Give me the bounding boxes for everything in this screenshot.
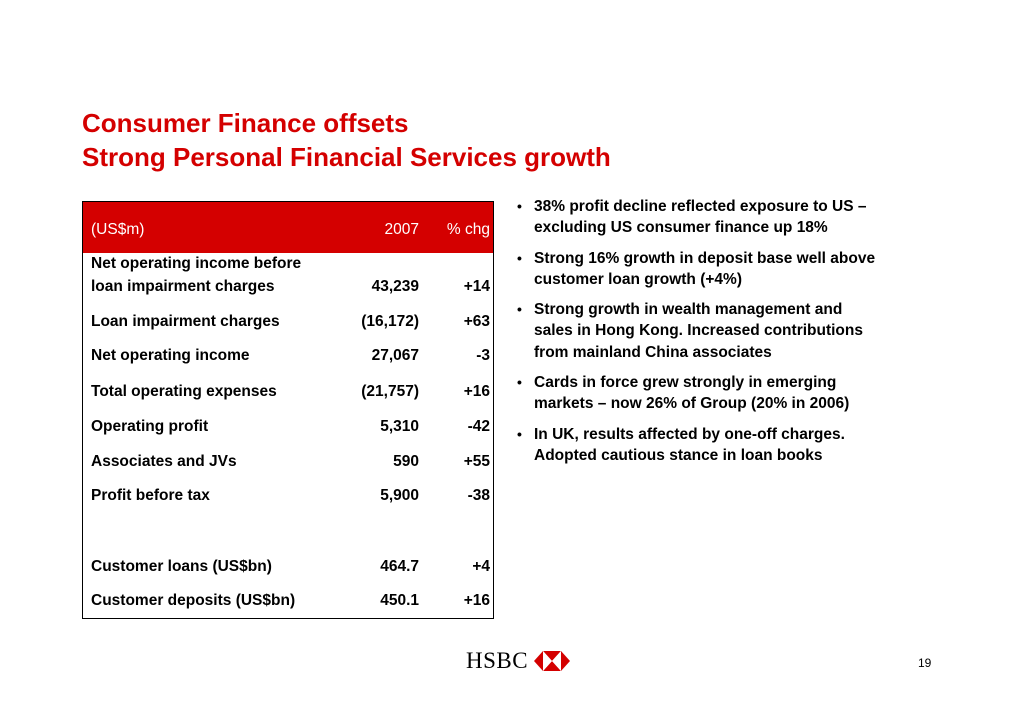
bullet-line: Strong growth in wealth management and xyxy=(534,301,843,319)
bullet-dot-icon: • xyxy=(517,301,522,318)
row-value: 464.7 xyxy=(380,558,419,575)
bullet-list xyxy=(517,196,937,475)
bullet-dot-icon: • xyxy=(517,374,522,391)
bullet-dot-icon: • xyxy=(517,198,522,214)
hsbc-hexagon-icon xyxy=(534,651,570,671)
logo-text: HSBC xyxy=(466,648,529,673)
table-header xyxy=(83,202,493,253)
bullet-line: markets – now 26% of Group (20% in 2006) xyxy=(534,395,850,413)
bullet-item xyxy=(517,299,937,363)
row-label: Associates and JVs xyxy=(91,453,237,470)
row-chg: +55 xyxy=(463,453,490,470)
bullet-line: sales in Hong Kong. Increased contributions xyxy=(534,322,863,340)
row-label: Loan impairment charges xyxy=(91,313,280,330)
row-label: Customer loans (US$bn) xyxy=(91,558,272,575)
slide-title xyxy=(82,106,611,174)
bullet-line: from mainland China associates xyxy=(534,343,772,361)
bullet-line: 38% profit decline reflected exposure to US – xyxy=(534,198,867,215)
row-value: 5,310 xyxy=(380,418,419,435)
row-label: Operating profit xyxy=(91,418,209,435)
row-value: (16,172) xyxy=(361,313,419,330)
row-label: Customer deposits (US$bn) xyxy=(91,592,296,609)
title-line-1: Consumer Finance offsets xyxy=(82,108,409,138)
financial-table xyxy=(82,201,494,619)
row-value: 43,239 xyxy=(371,278,419,295)
row-label: Net operating income before xyxy=(91,255,302,272)
bullet-line: excluding US consumer finance up 18% xyxy=(534,219,828,237)
bullet-line: In UK, results affected by one-off charges. xyxy=(534,425,845,443)
row-chg: -38 xyxy=(467,487,490,504)
page-number: 19 xyxy=(918,656,932,670)
row-chg: +16 xyxy=(463,592,490,609)
row-label: Profit before tax xyxy=(91,487,210,504)
row-chg: -3 xyxy=(476,347,490,364)
bullet-item xyxy=(517,424,937,467)
header-units: (US$m) xyxy=(91,221,145,238)
row-value: 5,900 xyxy=(380,487,419,504)
bullet-item xyxy=(517,196,937,239)
header-year: 2007 xyxy=(384,221,419,238)
row-label: loan impairment charges xyxy=(91,278,275,295)
bullet-line: Adopted cautious stance in loan books xyxy=(534,446,823,464)
title-line-2: Strong Personal Financial Services growth xyxy=(82,142,611,172)
header-chg: % chg xyxy=(446,221,490,238)
row-label: Net operating income xyxy=(91,347,250,364)
bullet-line: Cards in force grew strongly in emerging xyxy=(534,374,837,392)
hsbc-logo xyxy=(466,648,570,674)
row-label: Total operating expenses xyxy=(91,383,277,400)
row-value: 590 xyxy=(393,453,419,470)
row-chg: +16 xyxy=(463,383,490,400)
bullet-item xyxy=(517,372,937,415)
row-chg: +63 xyxy=(463,313,490,330)
row-value: 450.1 xyxy=(380,592,419,609)
row-chg: -42 xyxy=(467,418,490,435)
bullet-dot-icon: • xyxy=(517,425,522,442)
row-value: 27,067 xyxy=(371,347,419,364)
bullet-item xyxy=(517,248,937,291)
bullet-line: customer loan growth (+4%) xyxy=(534,270,742,288)
bullet-dot-icon: • xyxy=(517,249,522,266)
row-chg: +4 xyxy=(472,558,490,575)
row-chg: +14 xyxy=(463,278,490,295)
row-value: (21,757) xyxy=(361,383,419,400)
bullet-line: Strong 16% growth in deposit base well above xyxy=(534,249,876,267)
